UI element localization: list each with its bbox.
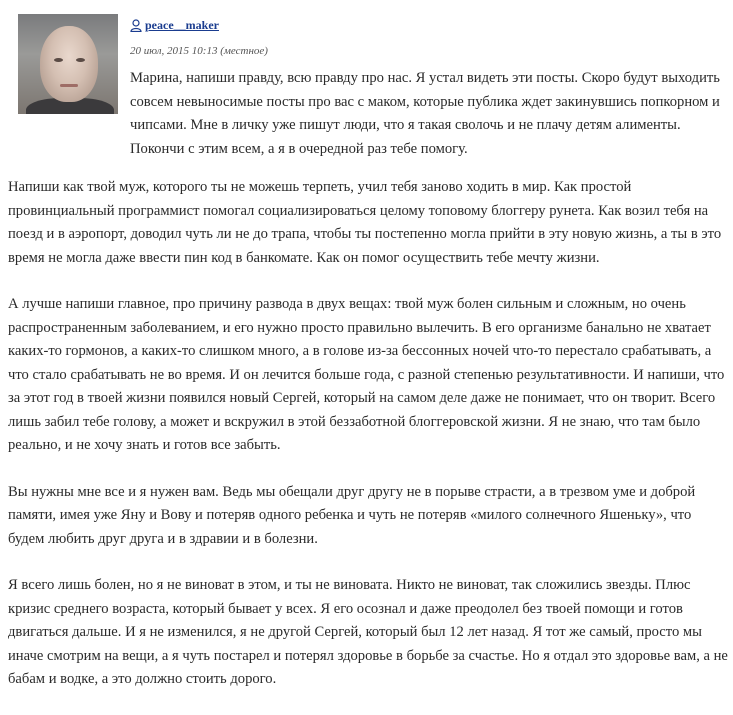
post-date: 20 июл, 2015 10:13 (местное) <box>130 45 268 57</box>
username-row <box>130 16 219 34</box>
username-link[interactable]: peace__maker <box>145 17 219 32</box>
post-header <box>130 16 219 34</box>
post-paragraph-5: Я всего лишь болен, но я не виноват в этом, и ты не виновата. Никто не виноват, так сложились звезды. Плюс кризис среднего возраста, который бывает у всех. Я его осознал и даже преодолел без твоей помощи и готов двигаться дальше. И я не изменился, я не другой Сергей, который был 12 лет назад. Я тот же самый, просто мы иначе смотрим на вещи, а я чуть постарел и потерял здоровье в борьбе за счастье. Но я отдал это здоровье вам, а не бабам и водке, а это должно стоить дорого. <box>8 577 728 687</box>
post-paragraph-2: Напиши как твой муж, которого ты не можешь терпеть, учил тебя заново ходить в мир. Как простой провинциальный программист помогал социализироваться целому топовому блоггеру рунета. Как возил тебя на поезд и в аэропорт, доводил чуть ли не до трапа, чтобы ты постепенно могла прийти в эту новую жизнь, а ты в это время не могла даже ввести пин код в банкомате. Как он помог осуществить тебе мечту жизни. <box>8 179 722 266</box>
user-icon[interactable] <box>130 19 142 32</box>
post-paragraph-3: А лучше напиши главное, про причину развода в двух вещах: твой муж болен сильным и сложным, но очень распространенным заболеванием, и его нужно просто правильно вылечить. В его организме банально не хватает каких-то гормонов, а каких-то слишком много, а в голове из-за бессонных ночей что-то перестало срабатывать, а что стало срабатывать не во время. И он лечится больше года, с разной степенью результативности. И напиши, что за этот год в твоей жизни появился новый Сергей, который на самом деле даже не понимает, что он творит. Всего лишь забил тебе голову, а может и вскружил в этой беззаботной блоггеровской жизни. Я не знаю, что там было реально, и не хочу знать и готов все забыть. <box>8 296 725 453</box>
avatar[interactable] <box>18 14 118 114</box>
post-paragraph-4: Вы нужны мне все и я нужен вам. Ведь мы обещали друг другу не в порыве страсти, а в трезвом уме и доброй памяти, имея уже Яну и Вову и потеряв одного ребенка и чуть не потеряв «милого солнечного Яшеньку», что будем любить друг друга и в здравии и в болезни. <box>8 483 696 547</box>
post-paragraph-1: Марина, напиши правду, всю правду про нас. Я устал видеть эти посты. Скоро будут выходить совсем невыносимые посты про вас с маком, которые публика ждет закинувшись попкорном и чипсами. Мне в личку уже пишут люди, что я такая сволочь и не плачу детям алименты. Покончи с этим всем, а я в очередной раз тебе помогу. <box>130 70 720 157</box>
